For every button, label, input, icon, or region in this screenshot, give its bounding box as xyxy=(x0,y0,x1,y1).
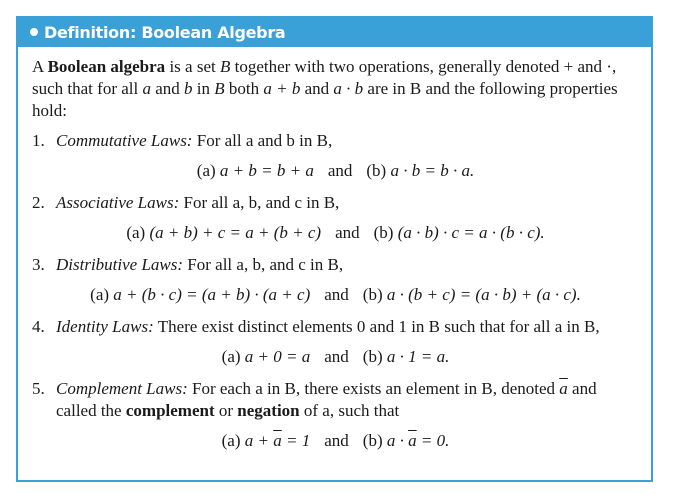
law-name: Associative Laws: xyxy=(56,193,180,212)
law-complement: 5. Complement Laws: For each a in B, there exists an element in B, denoted $\overline{a}$ and called the complement or negation of a, such that xyxy=(32,379,597,420)
formula-associative: (a) (a + b) + c = a + (b + c) and (b) (a · b) · c = a · (b · c). xyxy=(126,223,545,242)
definition-box xyxy=(16,16,653,482)
law-identity: 4. Identity Laws: There exist distinct elements 0 and 1 in B such that for all a in B, xyxy=(32,317,600,336)
bullet-icon xyxy=(30,28,38,36)
term-negation: negation xyxy=(237,401,300,420)
law-distributive: 3. Distributive Laws: For all a, b, and c in B, xyxy=(32,255,344,274)
intro-paragraph: A Boolean algebra is a set B together with two operations, generally denoted + and ·, such that for all a and b in B both a + b and a · b are in B and the following properties hold: xyxy=(32,57,618,120)
law-number: 1. xyxy=(32,131,45,150)
law-number: 4. xyxy=(32,317,45,336)
law-name: Identity Laws: xyxy=(56,317,154,336)
law-name: Commutative Laws: xyxy=(56,131,193,150)
formula-identity: (a) a + 0 = a and (b) a · 1 = a. xyxy=(221,347,450,366)
definition-content xyxy=(32,56,639,452)
formula-commutative: (a) a + b = b + a and (b) a · b = b · a. xyxy=(196,161,475,180)
formula-distributive: (a) a + (b · c) = (a + b) · (a + c) and (b) a · (b + c) = (a · b) + (a · c). xyxy=(90,285,581,304)
law-number: 3. xyxy=(32,255,45,274)
law-name: Complement Laws: xyxy=(56,379,188,398)
law-name: Distributive Laws: xyxy=(56,255,184,274)
term-boolean-algebra: Boolean algebra xyxy=(47,57,166,76)
law-number: 2. xyxy=(32,193,45,212)
a-bar-symbol: $\overline{a}$ xyxy=(559,379,568,398)
formula-complement: (a) $a + \overline{a} = 1$ and (b) $a \cdot \overline{a} = 0$. xyxy=(221,431,450,450)
law-number: 5. xyxy=(32,379,45,398)
law-associative: 2. Associative Laws: For all a, b, and c in B, xyxy=(32,193,340,212)
term-complement: complement xyxy=(125,401,215,420)
definition-title: Definition: Boolean Algebra xyxy=(44,23,286,42)
definition-header xyxy=(18,18,651,47)
law-commutative: 1. Commutative Laws: For all a and b in B, xyxy=(32,131,333,150)
